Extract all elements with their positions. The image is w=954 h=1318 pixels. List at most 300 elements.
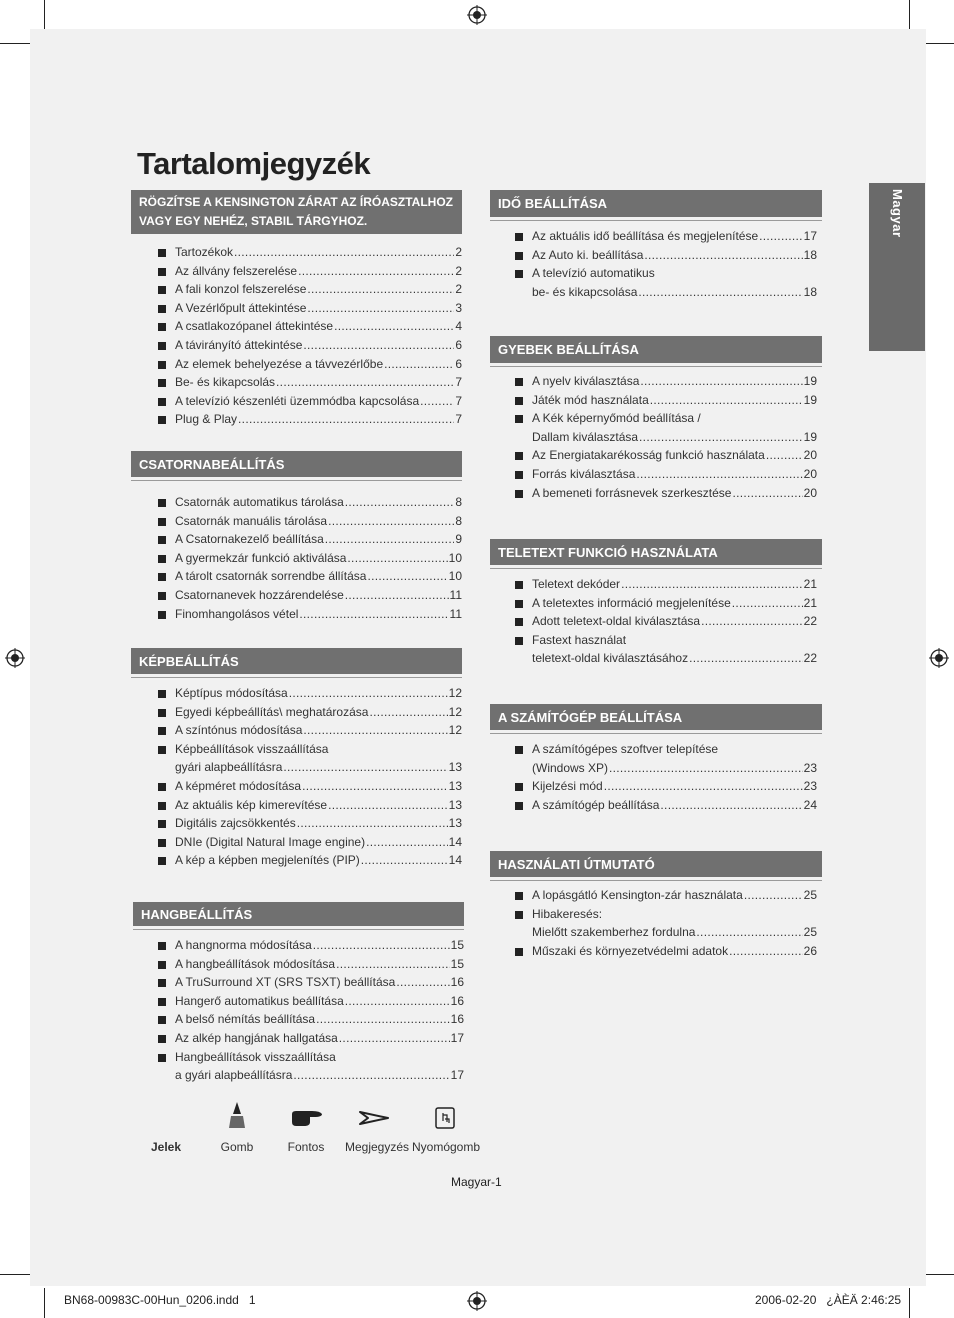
toc-entry xyxy=(158,243,462,262)
arrow-icon xyxy=(358,1110,390,1126)
entry-title: Az alkép hangjának hallgatása xyxy=(175,1030,338,1045)
entry-title: A televízió készenléti üzemmódba kapcsolása xyxy=(175,393,420,408)
bullet-square-icon xyxy=(515,252,523,260)
footer-timestamp: 2006-02-20 ¿ÀÈÄ 2:46:25 xyxy=(755,1293,902,1307)
bullet-square-icon xyxy=(158,518,166,526)
section-header: HASZNÁLATI ÚTMUTATÓ xyxy=(490,851,822,877)
entry-title: Képtípus módosítása xyxy=(175,686,288,700)
bullet-square-icon xyxy=(158,727,166,735)
legend-label: Nyomógomb xyxy=(412,1140,481,1154)
entry-title: A távirányító áttekintése xyxy=(175,337,303,352)
bullet-square-icon xyxy=(515,911,523,919)
bullet-square-icon xyxy=(158,379,166,387)
entry-page: 13 xyxy=(448,797,462,812)
entry-page: 20 xyxy=(803,448,817,463)
entry-page: 10 xyxy=(448,569,462,584)
bullet-square-icon xyxy=(515,600,523,608)
toc-section xyxy=(490,851,822,960)
leader-dots xyxy=(396,973,449,992)
toc-entry xyxy=(158,936,464,955)
entry-page: 18 xyxy=(803,284,817,299)
divider xyxy=(490,220,822,221)
leader-dots xyxy=(347,549,447,568)
entry-page: 2 xyxy=(455,245,462,259)
crop-mark xyxy=(44,0,45,30)
entry-page: 16 xyxy=(450,975,464,990)
toc-entry xyxy=(158,992,464,1011)
leader-dots xyxy=(325,530,455,549)
toc-entry xyxy=(158,493,462,512)
toc-entry xyxy=(158,973,464,992)
leader-dots xyxy=(369,703,447,722)
section-header: HANGBEÁLLÍTÁS xyxy=(133,902,464,926)
entry-title: A televízió automatikus xyxy=(532,266,655,281)
bullet-square-icon xyxy=(158,942,166,950)
toc-entry xyxy=(158,703,462,722)
bullet-square-icon xyxy=(158,361,166,369)
entry-title: Be- és kikapcsolás xyxy=(175,375,276,390)
entry-title: A gyermekzár funkció aktiválása xyxy=(175,550,347,565)
section-header: GYEBEK BEÁLLÍTÁSA xyxy=(490,336,822,363)
registration-mark-icon xyxy=(467,5,487,25)
leader-dots xyxy=(345,992,450,1011)
entry-page: 12 xyxy=(448,686,462,700)
entry-page: 19 xyxy=(803,374,817,388)
entry-title: be- és kikapcsolása xyxy=(532,284,638,299)
bullet-square-icon xyxy=(158,342,166,350)
entry-page: 14 xyxy=(448,834,462,849)
leader-dots xyxy=(303,721,447,740)
bullet-square-icon xyxy=(158,268,166,276)
toc-section xyxy=(131,190,462,429)
entry-page: 21 xyxy=(803,595,817,610)
section-header: CSATORNABEÁLLÍTÁS xyxy=(131,451,462,477)
leader-dots xyxy=(283,758,447,777)
leader-dots xyxy=(744,886,803,905)
entry-page: 24 xyxy=(803,797,817,812)
bullet-square-icon xyxy=(158,536,166,544)
bullet-square-icon xyxy=(515,490,523,498)
entry-title: A hangnorma módosítása xyxy=(175,938,312,952)
toc-entry xyxy=(158,586,462,605)
bullet-square-icon xyxy=(158,1016,166,1024)
toc-entry xyxy=(158,410,462,429)
leader-dots xyxy=(276,373,454,392)
leader-dots xyxy=(639,428,803,447)
bullet-square-icon xyxy=(158,783,166,791)
entry-page: 10 xyxy=(448,550,462,565)
toc-entry xyxy=(515,905,817,924)
entry-page: 7 xyxy=(455,412,462,427)
press-arrow-icon xyxy=(227,1100,247,1130)
toc-entry-continuation xyxy=(158,758,462,777)
section-header: IDŐ BEÁLLÍTÁSA xyxy=(490,190,822,217)
toc-entry xyxy=(515,264,817,283)
entry-title: Csatornák manuális tárolása xyxy=(175,513,328,528)
bullet-square-icon xyxy=(158,709,166,717)
entry-title: Csatornanevek hozzárendelése xyxy=(175,587,344,602)
section-header: KÉPBEÁLLÍTÁS xyxy=(131,648,462,674)
toc-entry xyxy=(158,1010,464,1029)
bullet-square-icon xyxy=(158,573,166,581)
leader-dots xyxy=(729,942,803,961)
bullet-square-icon xyxy=(158,249,166,257)
leader-dots xyxy=(316,1010,450,1029)
toc-entry xyxy=(158,851,462,870)
leader-dots xyxy=(238,410,454,429)
entry-title: (Windows XP) xyxy=(532,760,609,775)
toc-entry xyxy=(158,280,462,299)
entry-title: A hangbeállítások módosítása xyxy=(175,956,336,971)
leader-dots xyxy=(732,484,802,503)
bullet-square-icon xyxy=(515,581,523,589)
leader-dots xyxy=(302,777,448,796)
leader-dots xyxy=(367,567,447,586)
bullet-square-icon xyxy=(158,998,166,1006)
toc-entry xyxy=(515,484,817,503)
leader-dots xyxy=(345,586,449,605)
toc-entry xyxy=(158,373,462,392)
entry-page: 11 xyxy=(449,587,462,602)
page-number: Magyar-1 xyxy=(451,1175,502,1189)
divider xyxy=(131,677,462,678)
leader-dots xyxy=(604,777,803,796)
entry-title: Digitális zajcsökkentés xyxy=(175,816,296,831)
toc-entry xyxy=(158,512,462,531)
entry-title: A Csatornakezelő beállítása xyxy=(175,532,324,547)
toc-entry xyxy=(158,262,462,281)
leader-dots xyxy=(293,1066,449,1085)
entry-page: 9 xyxy=(455,532,462,547)
crop-mark xyxy=(924,43,954,44)
toc-entry-continuation xyxy=(515,923,817,942)
bullet-square-icon xyxy=(515,618,523,626)
bullet-square-icon xyxy=(158,961,166,969)
bullet-square-icon xyxy=(158,802,166,810)
entry-page: 8 xyxy=(455,495,462,509)
bullet-square-icon xyxy=(158,499,166,507)
bullet-square-icon xyxy=(158,820,166,828)
leader-dots xyxy=(638,283,802,302)
leader-dots xyxy=(640,372,802,391)
leader-dots xyxy=(328,512,454,531)
entry-title: Az elemek behelyezése a távvezérlőbe xyxy=(175,356,384,371)
bullet-square-icon xyxy=(515,397,523,405)
entry-page: 12 xyxy=(448,723,462,738)
entry-title: Finomhangolásos vétel xyxy=(175,606,299,621)
entry-title: A nyelv kiválasztása xyxy=(532,374,640,388)
leader-dots xyxy=(303,336,454,355)
bullet-square-icon xyxy=(158,1035,166,1043)
entry-title: Adott teletext-oldal kiválasztása xyxy=(532,614,701,629)
leader-dots xyxy=(307,280,454,299)
toc-list xyxy=(515,227,817,301)
entry-page: 25 xyxy=(803,888,817,902)
leader-dots xyxy=(759,227,803,246)
entry-page: 2 xyxy=(455,263,462,278)
entry-title: Hangbeállítások visszaállítása xyxy=(175,1049,336,1064)
entry-title: gyári alapbeállításra xyxy=(175,760,283,775)
leader-dots xyxy=(289,684,448,703)
legend-title: Jelek xyxy=(150,1140,182,1154)
registration-mark-icon xyxy=(929,648,949,668)
section-header: A SZÁMÍTÓGÉP BEÁLLÍTÁSA xyxy=(490,704,822,730)
legend-label: Megjegyzés xyxy=(344,1140,410,1154)
bullet-square-icon xyxy=(515,378,523,386)
toc-entry xyxy=(515,777,817,796)
leader-dots xyxy=(334,317,454,336)
toc-entry xyxy=(515,227,817,246)
entry-page: 17 xyxy=(803,229,817,243)
leader-dots xyxy=(636,465,802,484)
entry-title: Az Auto ki. beállítása xyxy=(532,247,644,262)
bullet-square-icon xyxy=(515,452,523,460)
entry-page: 3 xyxy=(455,300,462,315)
bullet-square-icon xyxy=(515,948,523,956)
leader-dots xyxy=(701,612,803,631)
leader-dots xyxy=(384,355,454,374)
entry-title: Teletext dekóder xyxy=(532,577,621,591)
toc-entry xyxy=(158,317,462,336)
bullet-square-icon xyxy=(515,637,523,645)
entry-page: 14 xyxy=(448,853,462,868)
toc-entry xyxy=(158,740,462,759)
bullet-square-icon xyxy=(158,690,166,698)
leader-dots xyxy=(336,955,450,974)
entry-page: 20 xyxy=(803,485,817,500)
entry-title: A fali konzol felszerelése xyxy=(175,282,307,297)
bullet-square-icon xyxy=(158,746,166,754)
leader-dots xyxy=(345,493,455,512)
entry-title: a gyári alapbeállításra xyxy=(175,1068,293,1083)
bullet-square-icon xyxy=(515,233,523,241)
entry-page: 15 xyxy=(450,938,464,952)
toc-list xyxy=(158,684,462,870)
bullet-square-icon xyxy=(158,305,166,313)
entry-page: 25 xyxy=(803,925,817,940)
entry-page: 16 xyxy=(450,993,464,1008)
toc-list xyxy=(515,740,817,814)
bullet-square-icon xyxy=(158,398,166,406)
crop-mark xyxy=(44,1288,45,1318)
footer-page: 1 xyxy=(248,1293,256,1307)
leader-dots xyxy=(644,246,802,265)
toc-entry-continuation xyxy=(515,759,817,778)
entry-page: 13 xyxy=(448,760,462,775)
crop-mark xyxy=(924,1274,954,1275)
entry-page: 19 xyxy=(803,392,817,407)
leader-dots xyxy=(689,649,803,668)
entry-page: 19 xyxy=(803,429,817,444)
leader-dots xyxy=(609,759,803,778)
entry-title: Hibakeresés: xyxy=(532,906,603,921)
entry-page: 2 xyxy=(455,282,462,297)
toc-entry xyxy=(158,814,462,833)
entry-page: 6 xyxy=(455,337,462,352)
legend-label: Fontos xyxy=(287,1140,325,1154)
toc-entry xyxy=(158,336,462,355)
toc-list xyxy=(158,493,462,623)
toc-entry xyxy=(515,631,817,650)
page-title: Tartalomjegyzék xyxy=(137,146,371,181)
leader-dots xyxy=(299,605,448,624)
toc-section xyxy=(131,648,462,870)
toc-entry xyxy=(158,355,462,374)
toc-section xyxy=(133,902,464,1085)
toc-entry xyxy=(158,549,462,568)
bullet-square-icon xyxy=(158,979,166,987)
entry-title: A lopásgátló Kensington-zár használata xyxy=(532,888,743,902)
bullet-square-icon xyxy=(158,1054,166,1062)
toc-entry xyxy=(515,612,817,631)
toc-entry xyxy=(158,777,462,796)
toc-entry-continuation xyxy=(515,428,817,447)
leader-dots xyxy=(297,814,448,833)
bullet-square-icon xyxy=(158,286,166,294)
divider xyxy=(131,480,462,481)
leader-dots xyxy=(313,936,450,955)
leader-dots xyxy=(660,796,802,815)
crop-mark xyxy=(909,1288,910,1318)
language-tab-label: Magyar xyxy=(890,189,905,238)
leader-dots xyxy=(361,851,448,870)
leader-dots xyxy=(328,796,448,815)
entry-page: 11 xyxy=(449,606,462,621)
toc-list xyxy=(515,372,817,502)
leader-dots xyxy=(766,446,803,465)
entry-title: Kijelzési mód xyxy=(532,779,603,794)
toc-entry xyxy=(158,567,462,586)
entry-title: Az aktuális idő beállítása és megjelenítése xyxy=(532,229,759,243)
entry-page: 13 xyxy=(448,816,462,831)
bullet-square-icon xyxy=(158,416,166,424)
entry-page: 20 xyxy=(803,466,817,481)
entry-page: 16 xyxy=(450,1012,464,1027)
toc-entry-continuation xyxy=(158,1066,464,1085)
bullet-square-icon xyxy=(515,802,523,810)
bullet-square-icon xyxy=(158,323,166,331)
leader-dots xyxy=(621,575,803,594)
entry-title: A számítógépes szoftver telepítése xyxy=(532,742,719,756)
toc-entry xyxy=(515,942,817,961)
entry-title: A belső némítás beállítása xyxy=(175,1012,316,1027)
toc-section xyxy=(490,336,822,502)
divider xyxy=(490,568,822,569)
entry-page: 17 xyxy=(450,1030,464,1045)
entry-page: 7 xyxy=(455,393,462,408)
entry-page: 15 xyxy=(450,956,464,971)
toc-entry xyxy=(515,796,817,815)
leader-dots xyxy=(298,262,454,281)
symbol-legend xyxy=(140,1098,500,1158)
entry-title: Hangerő automatikus beállítása xyxy=(175,993,344,1008)
registration-mark-icon xyxy=(5,648,25,668)
toc-list xyxy=(158,936,464,1085)
entry-page: 22 xyxy=(803,651,817,666)
divider xyxy=(490,880,822,881)
toc-entry xyxy=(158,684,462,703)
entry-title: Fastext használat xyxy=(532,632,627,647)
divider xyxy=(133,929,464,930)
entry-page: 21 xyxy=(803,577,817,591)
legend-label: Gomb xyxy=(220,1140,254,1154)
bullet-square-icon xyxy=(515,270,523,278)
toc-entry-continuation xyxy=(515,649,817,668)
toc-section xyxy=(490,539,822,668)
entry-page: 22 xyxy=(803,614,817,629)
section-header: RÖGZÍTSE A KENSINGTON ZÁRAT AZ ÍRÓASZTALHOZ VAGY EGY NEHÉZ, STABIL TÁRGYHOZ. xyxy=(131,190,462,234)
entry-page: 4 xyxy=(455,319,462,334)
divider xyxy=(490,366,822,367)
entry-title: Az állvány felszerelése xyxy=(175,263,298,278)
entry-title: A színtónus módosítása xyxy=(175,723,303,738)
toc-list xyxy=(515,575,817,668)
leader-dots xyxy=(234,243,454,262)
entry-title: A Vezérlőpult áttekintése xyxy=(175,300,307,315)
toc-entry xyxy=(158,721,462,740)
pointing-hand-icon xyxy=(290,1108,324,1128)
toc-section xyxy=(490,190,822,301)
crop-mark xyxy=(0,43,30,44)
entry-page: 7 xyxy=(455,375,462,390)
toc-entry xyxy=(158,1029,464,1048)
entry-page: 23 xyxy=(803,760,817,775)
entry-title: A Kék képernyőmód beállítása / xyxy=(532,411,701,426)
entry-title: Plug & Play xyxy=(175,412,238,427)
crop-mark xyxy=(909,0,910,30)
toc-entry xyxy=(158,796,462,815)
entry-title: teletext-oldal kiválasztásához xyxy=(532,651,689,666)
section-header: TELETEXT FUNKCIÓ HASZNÁLATA xyxy=(490,539,822,565)
toc-entry-continuation xyxy=(515,283,817,302)
leader-dots xyxy=(366,833,448,852)
entry-page: 17 xyxy=(450,1068,464,1083)
toc-entry xyxy=(515,391,817,410)
entry-page: 12 xyxy=(448,704,462,719)
entry-title: A teletextes információ megjelenítése xyxy=(532,595,731,610)
toc-entry xyxy=(515,465,817,484)
bullet-square-icon xyxy=(515,415,523,423)
entry-title: A képméret módosítása xyxy=(175,778,302,793)
leader-dots xyxy=(696,923,802,942)
leader-dots xyxy=(650,391,803,410)
registration-mark-icon xyxy=(467,1291,487,1311)
language-side-tab xyxy=(869,183,925,351)
toc-list xyxy=(515,886,817,960)
entry-title: Csatornák automatikus tárolása xyxy=(175,495,344,509)
entry-title: Képbeállítások visszaállítása xyxy=(175,741,329,756)
entry-title: A bemeneti forrásnevek szerkesztése xyxy=(532,485,732,500)
toc-entry xyxy=(515,372,817,391)
divider xyxy=(490,733,822,734)
footer-file xyxy=(64,1293,256,1307)
toc-list xyxy=(158,243,462,429)
entry-page: 26 xyxy=(803,943,817,958)
toc-entry xyxy=(515,594,817,613)
entry-page: 13 xyxy=(448,778,462,793)
entry-title: Az Energiatakarékosság funkció használata xyxy=(532,448,765,463)
toc-entry xyxy=(158,955,464,974)
bullet-square-icon xyxy=(158,555,166,563)
entry-title: A csatlakozópanel áttekintése xyxy=(175,319,334,334)
bullet-square-icon xyxy=(158,857,166,865)
toc-entry xyxy=(515,246,817,265)
leader-dots xyxy=(339,1029,450,1048)
bullet-square-icon xyxy=(158,611,166,619)
toc-section xyxy=(490,704,822,814)
leader-dots xyxy=(420,392,454,411)
toc-entry xyxy=(158,530,462,549)
